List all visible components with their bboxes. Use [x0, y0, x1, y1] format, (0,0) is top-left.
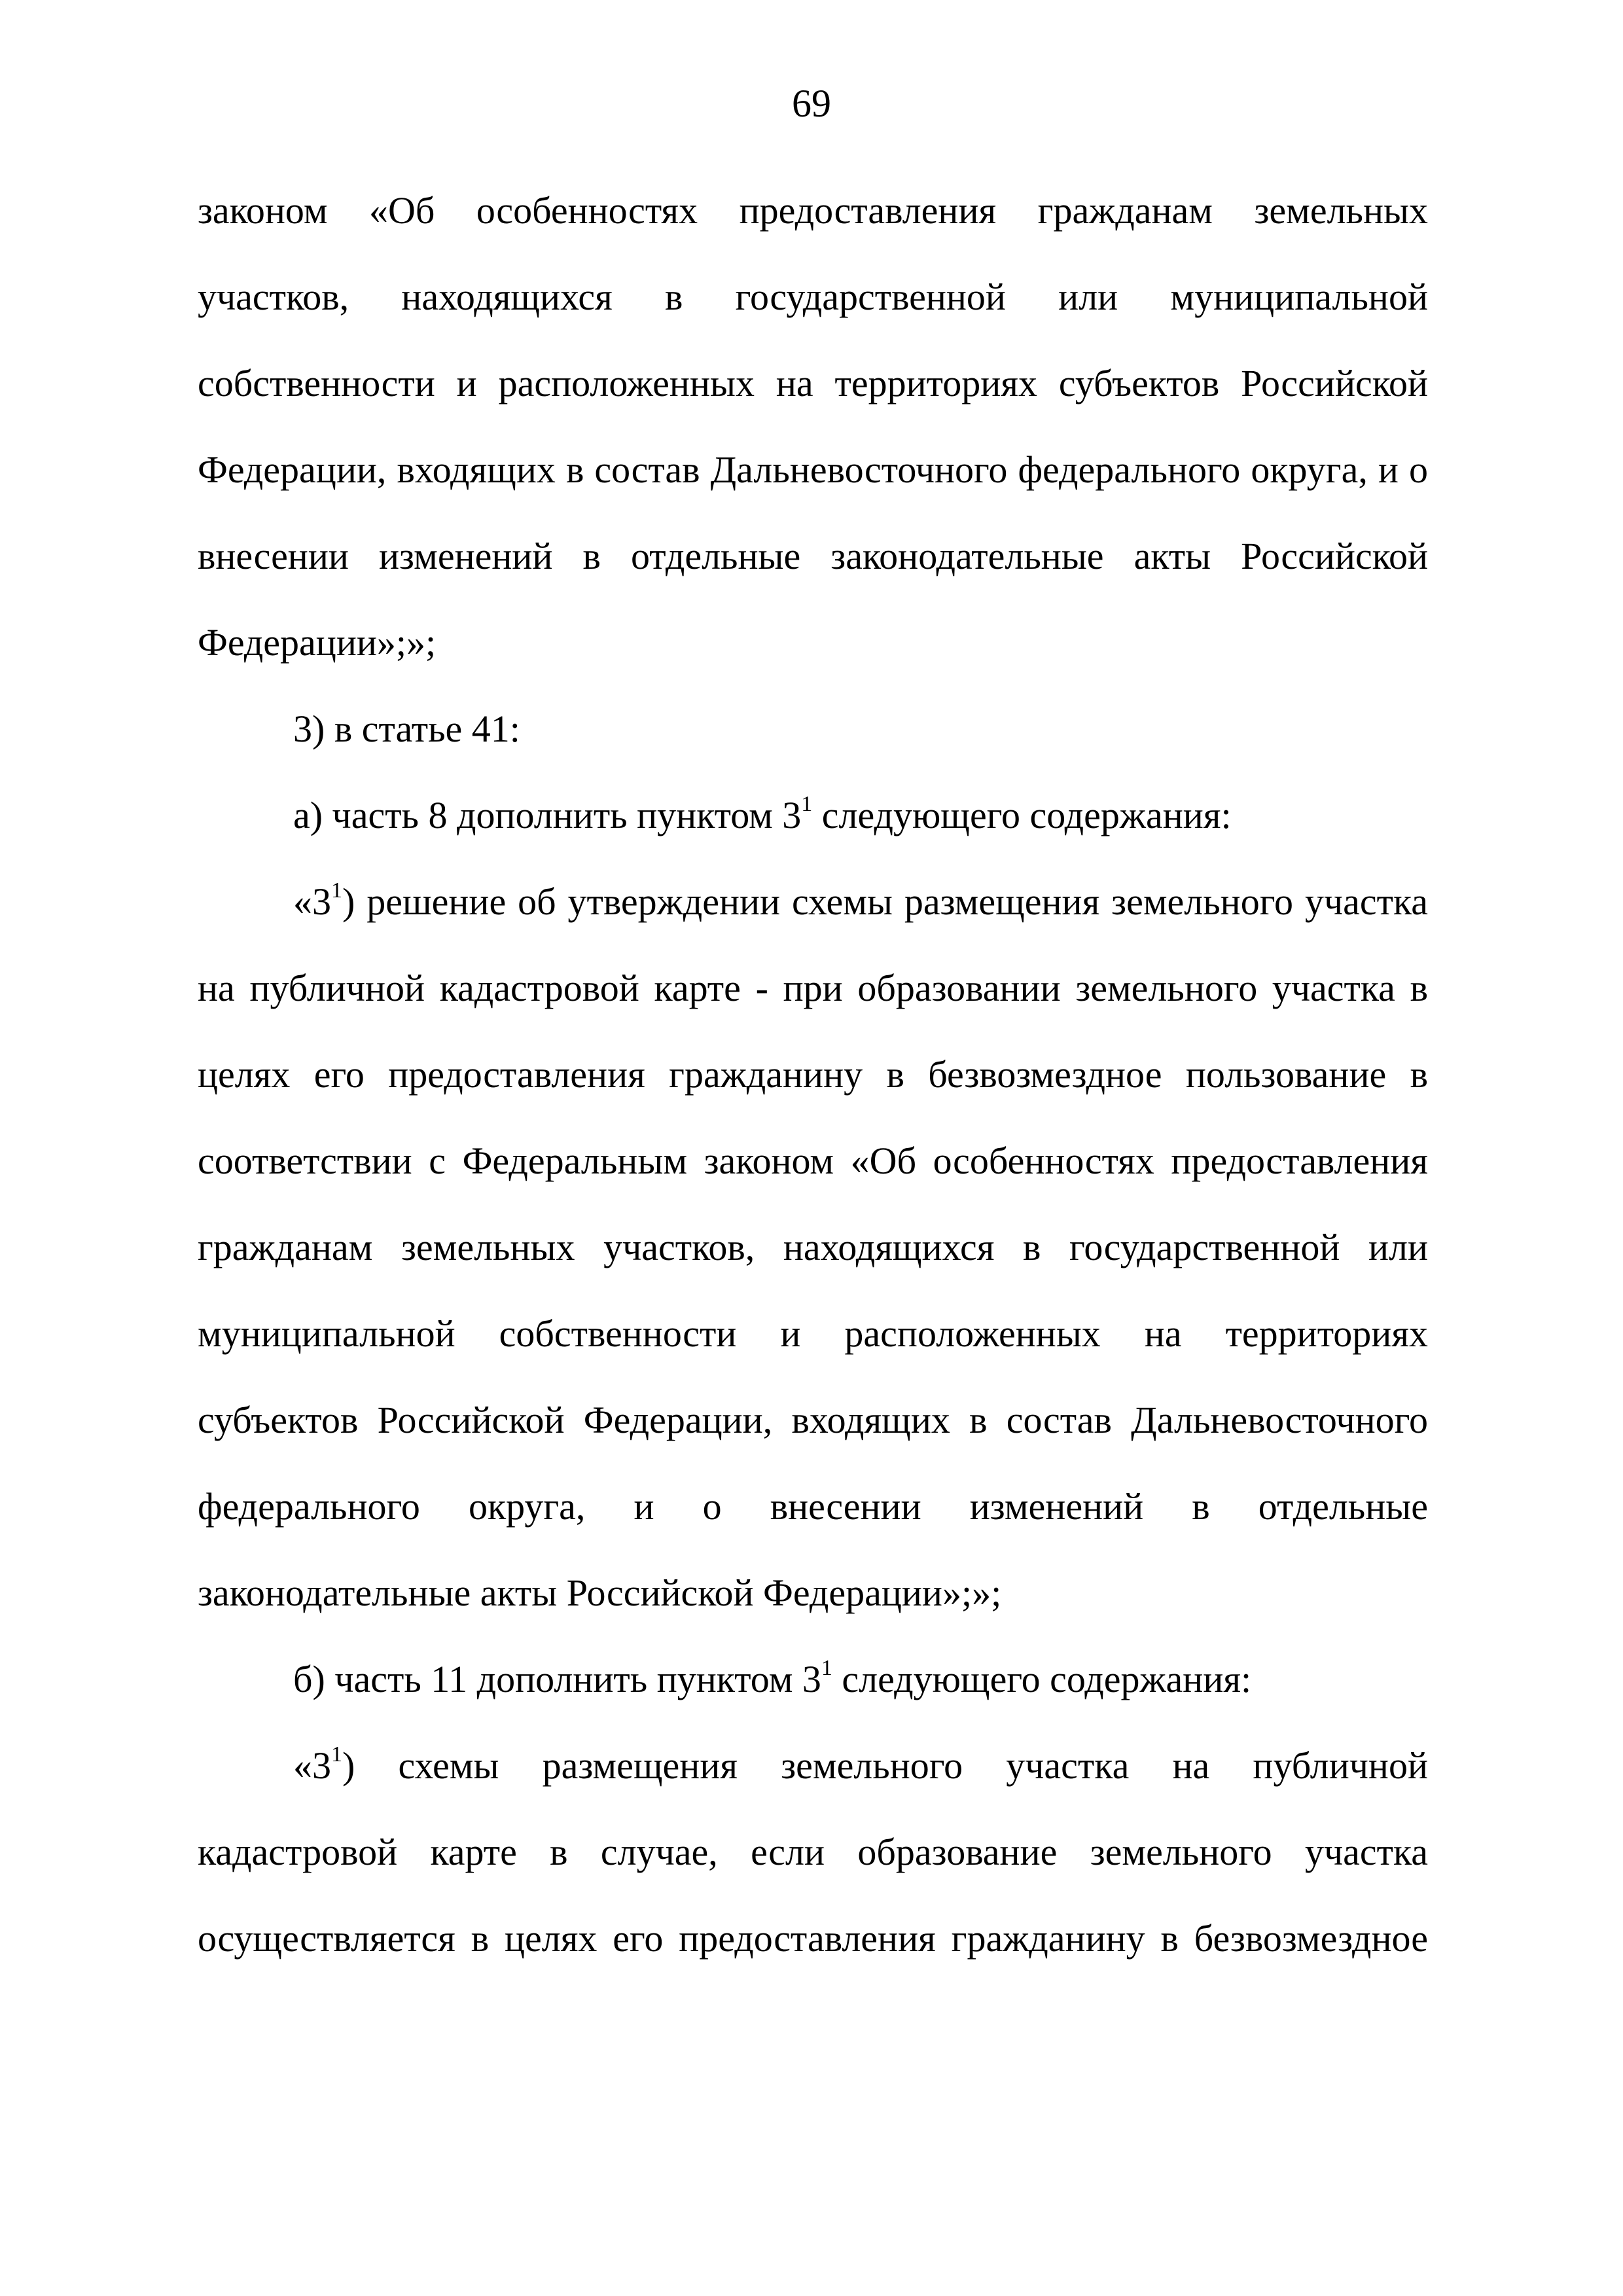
- text-line: «$3^1$) схемы размещения земельного участка на публичной: [293, 1742, 1428, 1787]
- text-line: муниципальной собственности и расположенных на территориях: [198, 1312, 1428, 1355]
- text-line: на публичной кадастровой карте - при образовании земельного участка в: [198, 967, 1428, 1009]
- text-line: Федерации, входящих в состав Дальневосточного федерального округа, и о: [198, 448, 1428, 491]
- text-line: гражданам земельных участков, находящихся в государственной или: [198, 1226, 1428, 1268]
- text-line: законодательные акты Российской Федерации»;»;: [198, 1571, 1002, 1614]
- text-line: участков, находящихся в государственной или муниципальной: [198, 276, 1428, 318]
- text-line: федерального округа, и о внесении изменений в отдельные: [198, 1485, 1428, 1528]
- text-line: законом «Об особенностях предоставления гражданам земельных: [198, 189, 1428, 232]
- text-line: 3) в статье 41:: [293, 708, 520, 750]
- text-line: соответствии с Федеральным законом «Об особенностях предоставления: [198, 1139, 1428, 1182]
- text-line: Федерации»;»;: [198, 621, 437, 664]
- text-line: субъектов Российской Федерации, входящих в состав Дальневосточного: [198, 1399, 1428, 1441]
- text-line: «$3^1$) решение об утверждении схемы размещения земельного участка: [293, 878, 1428, 923]
- text-line: а) часть 8 дополнить пунктом $3^1$ следующего содержания:: [293, 791, 1232, 836]
- text-line: внесении изменений в отдельные законодательные акты Российской: [198, 535, 1428, 577]
- text-line: целях его предоставления гражданину в безвозмездное пользование в: [198, 1053, 1428, 1096]
- text-line: собственности и расположенных на территориях субъектов Российской: [198, 362, 1428, 404]
- page-number: 69: [792, 82, 831, 125]
- text-line: б) часть 11 дополнить пунктом $3^1$ следующего содержания:: [293, 1655, 1252, 1700]
- text-line: кадастровой карте в случае, если образование земельного участка: [198, 1831, 1428, 1873]
- text-line: осуществляется в целях его предоставления гражданину в безвозмездное: [198, 1917, 1428, 1960]
